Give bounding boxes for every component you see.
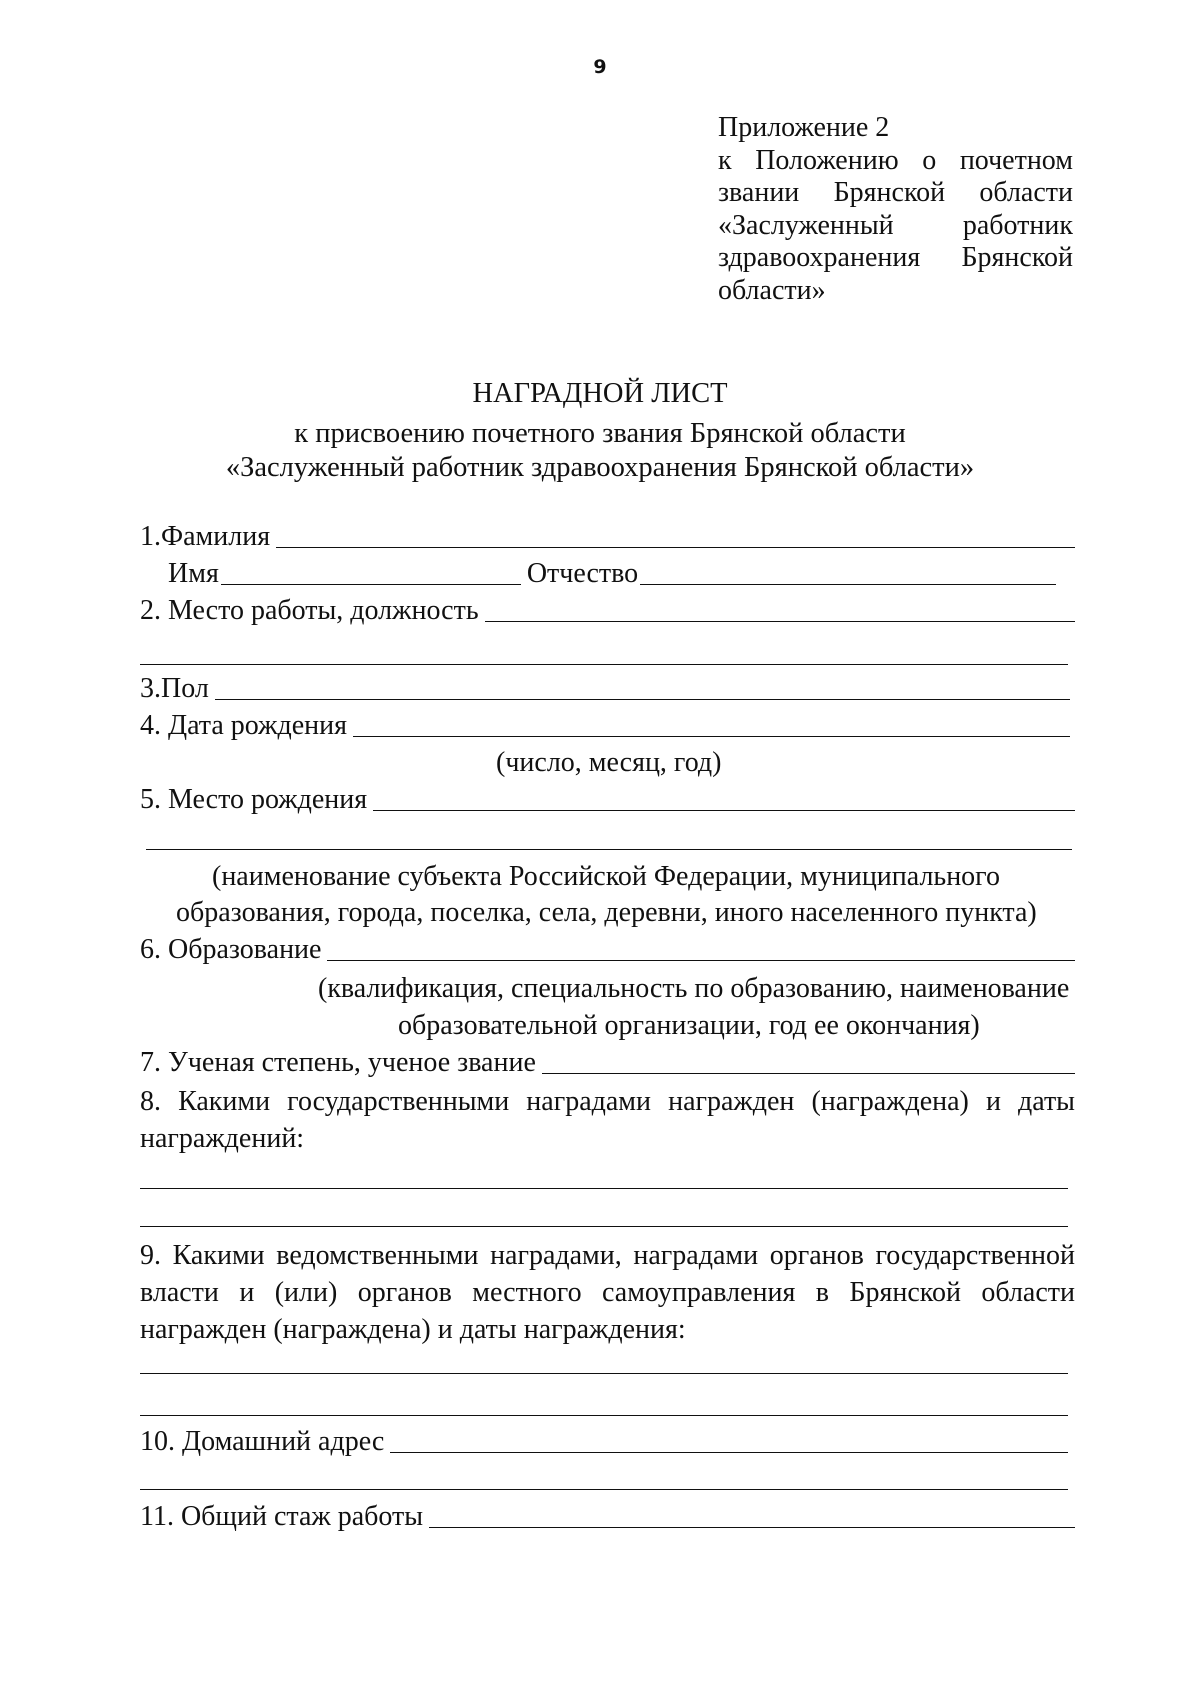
degree-blank[interactable]: [542, 1073, 1075, 1074]
education-hint: (квалификация, специальность по образованию, наименование: [318, 973, 1070, 1004]
education-blank[interactable]: [327, 960, 1075, 961]
departmental-awards-question: [140, 1237, 1075, 1348]
state-awards-question: [140, 1083, 1075, 1157]
sex-field: [140, 672, 1070, 706]
departmental-awards-text: власти и (или) органов местного самоуправления в Брянской области: [140, 1277, 1075, 1308]
birth-place-label: 5. Место рождения: [140, 784, 368, 815]
education-label: 6. Образование: [140, 934, 322, 965]
home-address-label: 10. Домашний адрес: [140, 1426, 385, 1457]
degree-label: 7. Ученая степень, ученое звание: [140, 1047, 536, 1078]
birth-place-blank[interactable]: [373, 810, 1075, 811]
birth-place-hint: образования, города, поселка, села, деревни, иного населенного пункта): [176, 897, 1037, 928]
home-address-blank[interactable]: [390, 1452, 1068, 1453]
surname-label: 1.Фамилия: [140, 521, 271, 552]
surname-blank[interactable]: [276, 547, 1075, 548]
total-experience-blank[interactable]: [429, 1527, 1075, 1528]
appendix-line: звании Брянской области: [718, 177, 1073, 208]
birth-date-label: 4. Дата рождения: [140, 710, 347, 741]
appendix-header: [718, 112, 1073, 307]
workplace-label: 2. Место работы, должность: [140, 595, 479, 626]
state-awards-line[interactable]: [140, 1226, 1068, 1227]
home-address-field: [140, 1425, 1068, 1459]
page-number: 9: [593, 56, 607, 78]
birth-date-hint: (число, месяц, год): [496, 747, 722, 778]
departmental-awards-line[interactable]: [140, 1373, 1068, 1374]
birth-place-extra-line[interactable]: [146, 849, 1072, 850]
surname-field: [140, 520, 1075, 554]
workplace-extra-line[interactable]: [140, 664, 1068, 665]
state-awards-line[interactable]: [140, 1188, 1068, 1189]
document-subtitle: к присвоению почетного звания Брянской области: [294, 418, 906, 449]
degree-field: [140, 1046, 1075, 1080]
document-subtitle-honor: «Заслуженный работник здравоохранения Брянской области»: [225, 452, 975, 483]
education-hint: образовательной организации, год ее окончания): [398, 1010, 980, 1041]
home-address-extra-line[interactable]: [140, 1489, 1068, 1490]
birth-place-hint: (наименование субъекта Российской Федерации, муниципального: [212, 861, 1000, 892]
appendix-line: здравоохранения Брянской: [718, 242, 1073, 273]
sex-blank[interactable]: [215, 699, 1070, 700]
patronymic-blank[interactable]: [640, 584, 1056, 585]
departmental-awards-text: награжден (награждена) и даты награждения:: [140, 1314, 686, 1345]
workplace-field: [140, 594, 1075, 628]
document-title: НАГРАДНОЙ ЛИСТ: [472, 378, 728, 409]
name-label: Имя: [168, 558, 219, 589]
appendix-line: области»: [718, 274, 826, 306]
total-experience-field: [140, 1500, 1075, 1534]
birth-place-field: [140, 783, 1075, 817]
departmental-awards-line[interactable]: [140, 1415, 1068, 1416]
appendix-line: «Заслуженный работник: [718, 209, 1073, 241]
total-experience-label: 11. Общий стаж работы: [140, 1501, 424, 1532]
state-awards-text: награждений:: [140, 1123, 305, 1154]
education-field: [140, 933, 1075, 967]
birth-date-field: [140, 709, 1070, 743]
name-blank[interactable]: [221, 584, 521, 585]
state-awards-text: 8. Какими государственными наградами награжден (награждена) и даты: [140, 1086, 1075, 1117]
departmental-awards-text: 9. Какими ведомственными наградами, наградами органов государственной: [140, 1240, 1075, 1271]
appendix-line: Приложение 2: [718, 112, 890, 143]
name-patronymic-field: [168, 557, 1056, 591]
appendix-line: к Положению о почетном: [718, 144, 1073, 176]
birth-date-blank[interactable]: [353, 736, 1070, 737]
workplace-blank[interactable]: [485, 621, 1075, 622]
patronymic-label: Отчество: [526, 558, 639, 589]
sex-label: 3.Пол: [140, 673, 209, 704]
